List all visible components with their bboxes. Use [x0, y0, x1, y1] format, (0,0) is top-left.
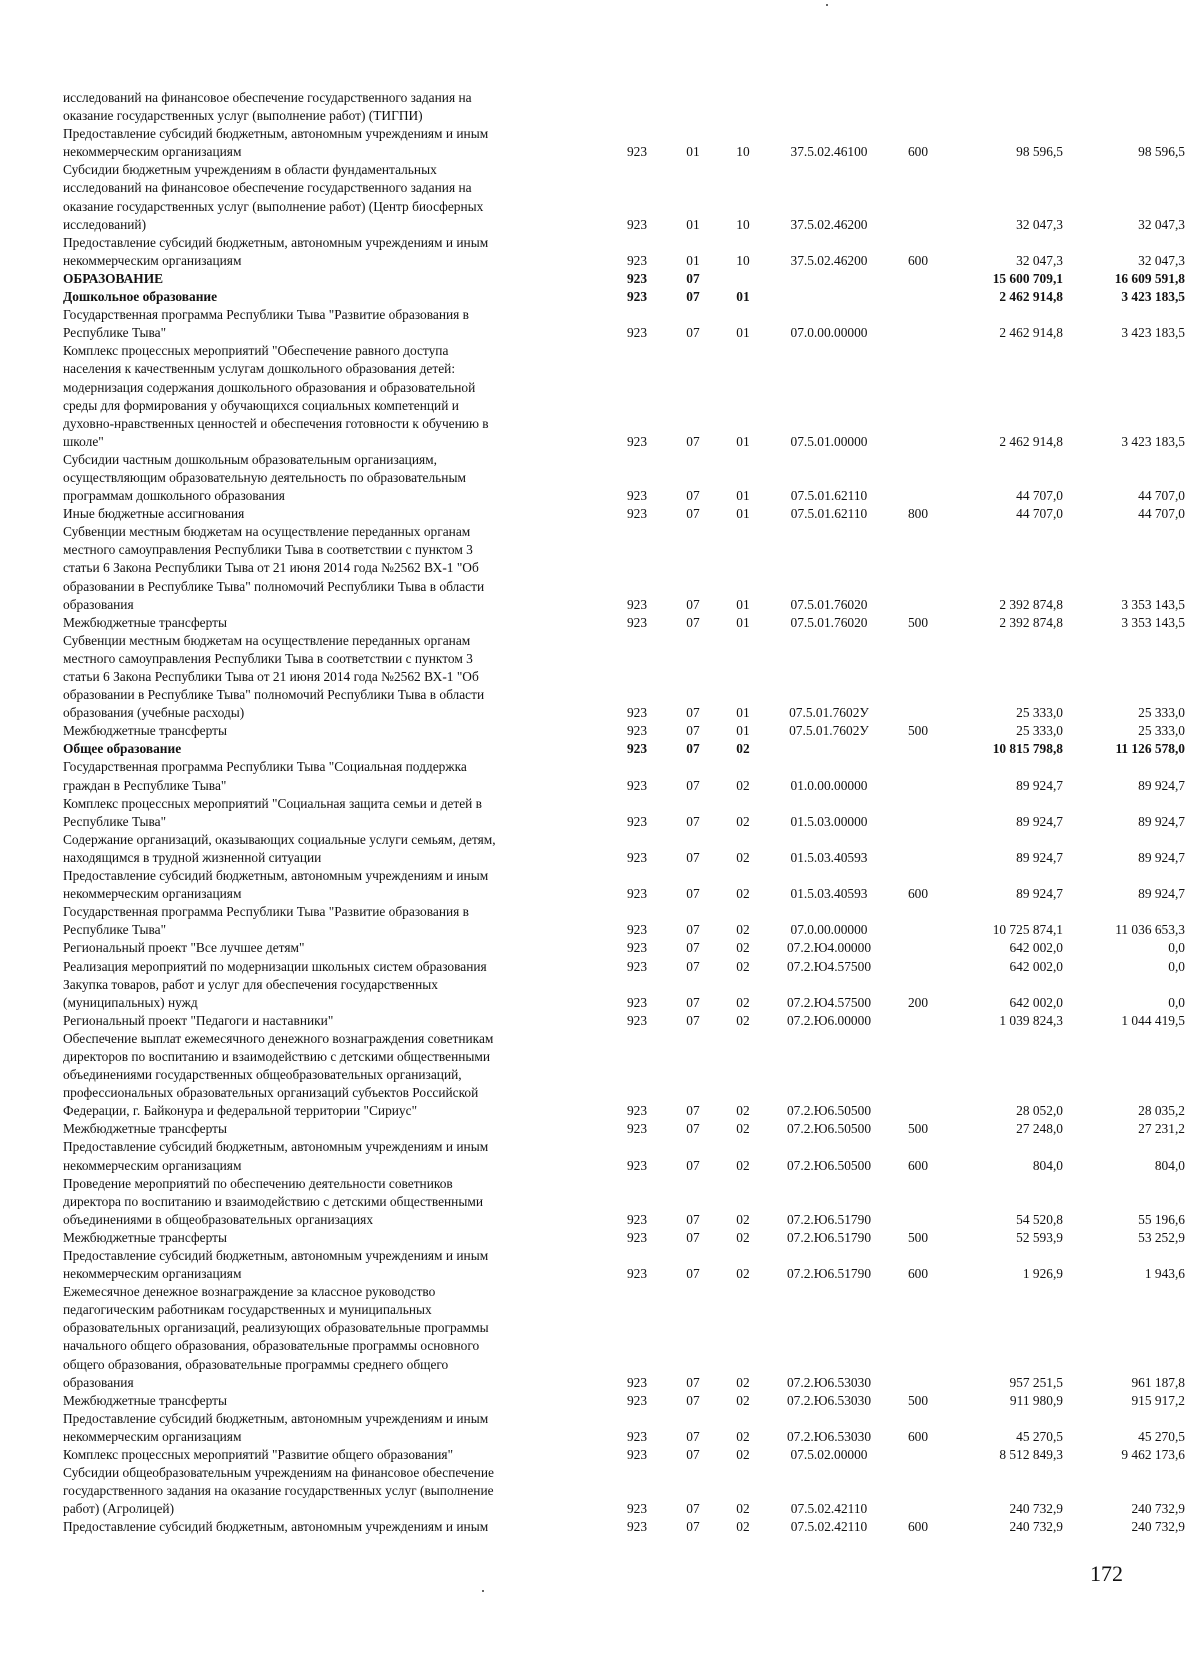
- cell-vr: 600: [907, 252, 929, 268]
- cell-vr: 500: [907, 1229, 929, 1245]
- cell-y2: 27 231,2: [1138, 1121, 1185, 1137]
- cell-csr: 37.5.02.46100: [790, 144, 868, 160]
- row-description: Субвенции местным бюджетам на осуществление переданных органам местного самоуправления Республики Тыва в соответствии с пунктом 3 статьи 6 Закона Республики Тыва от 21 июня 2014 года №2562 ВХ-1 "Об образовании в Республике Тыва" полномочий Республики Тыва в области образования (учебные расходы): [63, 632, 485, 721]
- table-row: [63, 1518, 1185, 1536]
- cell-y2: 16 609 591,8: [1114, 270, 1185, 286]
- table-row: [63, 125, 1185, 161]
- cell-pr: 02: [736, 1374, 750, 1390]
- cell-y1: 52 593,9: [1016, 1229, 1063, 1245]
- cell-y1: 2 392 874,8: [999, 614, 1063, 630]
- cell-y2: 89 924,7: [1138, 849, 1185, 865]
- cell-y1: 45 270,5: [1016, 1428, 1063, 1444]
- table-row: [63, 1175, 1185, 1229]
- cell-ved: 923: [626, 1012, 648, 1028]
- cell-ved: 923: [626, 1428, 648, 1444]
- cell-y1: 98 596,5: [1016, 144, 1063, 160]
- cell-pr: 10: [736, 144, 750, 160]
- cell-y1: 2 462 914,8: [999, 325, 1063, 341]
- cell-y1: 2 392 874,8: [999, 596, 1063, 612]
- row-description: Обеспечение выплат ежемесячного денежного вознаграждения советникам директоров по воспитанию и взаимодействию с детскими общественными объединениями государственных общеобразовательных организаций, профессиональных образовательных организаций субъектов Российской Федерации, г. Байконура и федеральной территории "Сириус": [63, 1030, 494, 1119]
- table-row: [63, 903, 1185, 939]
- table-row: [63, 1283, 1185, 1392]
- cell-csr: 37.5.02.46200: [790, 252, 868, 268]
- row-description: Предоставление субсидий бюджетным, автономным учреждениям и иным некоммерческим организациям: [63, 1139, 489, 1173]
- cell-ved: 923: [626, 723, 648, 739]
- cell-rz: 07: [686, 1519, 700, 1535]
- cell-ved: 923: [626, 705, 648, 721]
- cell-vr: 800: [907, 506, 929, 522]
- cell-y1: 44 707,0: [1016, 506, 1063, 522]
- cell-y2: 89 924,7: [1138, 813, 1185, 829]
- cell-y2: 915 917,2: [1131, 1392, 1185, 1408]
- cell-csr: 07.2.Ю6.51790: [786, 1211, 872, 1227]
- cell-y1: 642 002,0: [1009, 940, 1063, 956]
- cell-rz: 07: [686, 1501, 700, 1517]
- cell-y2: 25 333,0: [1138, 705, 1185, 721]
- cell-ved: 923: [626, 1229, 648, 1245]
- cell-y2: 0,0: [1168, 958, 1185, 974]
- cell-y1: 28 052,0: [1016, 1103, 1063, 1119]
- cell-rz: 07: [686, 289, 700, 305]
- row-description: Иные бюджетные ассигнования: [63, 506, 245, 522]
- cell-pr: 01: [736, 596, 750, 612]
- cell-y1: 15 600 709,1: [992, 270, 1063, 286]
- cell-pr: 02: [736, 777, 750, 793]
- cell-pr: 01: [736, 488, 750, 504]
- cell-y1: 1 039 824,3: [999, 1012, 1063, 1028]
- cell-ved: 923: [626, 958, 648, 974]
- cell-y1: 10 725 874,1: [992, 922, 1063, 938]
- cell-ved: 923: [626, 940, 648, 956]
- cell-y2: 44 707,0: [1138, 506, 1185, 522]
- cell-pr: 01: [736, 506, 750, 522]
- cell-csr: 07.5.01.62110: [790, 506, 868, 522]
- row-description: Государственная программа Республики Тыва "Развитие образования в Республике Тыва": [63, 904, 469, 938]
- cell-vr: 500: [907, 614, 929, 630]
- cell-rz: 07: [686, 922, 700, 938]
- cell-y1: 32 047,3: [1016, 216, 1063, 232]
- cell-rz: 07: [686, 1211, 700, 1227]
- cell-rz: 07: [686, 849, 700, 865]
- cell-rz: 07: [686, 614, 700, 630]
- cell-vr: 600: [907, 1519, 929, 1535]
- cell-y2: 3 423 183,5: [1121, 325, 1185, 341]
- cell-csr: 07.2.Ю6.50500: [786, 1121, 872, 1137]
- row-description: Комплекс процессных мероприятий "Обеспечение равного доступа населения к качественным услугам дошкольного образования детей: модернизация содержания дошкольного образования и образовательной среды для формирования у обучающихся социальных компетенций и духовно-нравственных ценностей и обеспечения готовности к обучению в школе": [63, 343, 489, 449]
- cell-pr: 02: [736, 813, 750, 829]
- cell-csr: 07.2.Ю6.53030: [786, 1392, 872, 1408]
- cell-y1: 89 924,7: [1016, 813, 1063, 829]
- row-description: Ежемесячное денежное вознаграждение за классное руководство педагогическим работникам государственных и муниципальных образовательных организаций, реализующих образовательные программы начального общего образования, образовательные программы основного общего образования, образовательные программы среднего общего образования: [63, 1284, 489, 1390]
- cell-y1: 642 002,0: [1009, 994, 1063, 1010]
- cell-rz: 07: [686, 433, 700, 449]
- cell-vr: 600: [907, 1157, 929, 1173]
- scan-speck: [826, 4, 828, 6]
- cell-ved: 923: [626, 849, 648, 865]
- cell-pr: 02: [736, 1428, 750, 1444]
- cell-y2: 3 423 183,5: [1121, 289, 1185, 305]
- table-row: [63, 632, 1185, 722]
- cell-csr: 07.5.01.76020: [790, 596, 868, 612]
- row-description: Региональный проект "Педагоги и наставники": [63, 1012, 334, 1028]
- cell-ved: 923: [626, 325, 648, 341]
- row-description: Комплекс процессных мероприятий "Развитие общего образования": [63, 1447, 454, 1463]
- cell-rz: 07: [686, 1229, 700, 1245]
- cell-ved: 923: [626, 433, 648, 449]
- cell-rz: 07: [686, 1428, 700, 1444]
- row-description: Предоставление субсидий бюджетным, автономным учреждениям и иным некоммерческим организациям: [63, 1248, 489, 1282]
- cell-y1: 10 815 798,8: [992, 741, 1063, 757]
- cell-rz: 07: [686, 886, 700, 902]
- cell-y2: 28 035,2: [1138, 1103, 1185, 1119]
- row-description: Межбюджетные трансферты: [63, 614, 227, 630]
- cell-ved: 923: [626, 216, 648, 232]
- row-description: Общее образование: [63, 741, 182, 757]
- cell-y1: 1 926,9: [1022, 1266, 1063, 1282]
- page-number: 172: [1090, 1561, 1123, 1586]
- row-description: Межбюджетные трансферты: [63, 1392, 227, 1408]
- cell-vr: 600: [907, 144, 929, 160]
- cell-pr: 01: [736, 705, 750, 721]
- row-description: Субвенции местным бюджетам на осуществление переданных органам местного самоуправления Республики Тыва в соответствии с пунктом 3 статьи 6 Закона Республики Тыва от 21 июня 2014 года №2562 ВХ-1 "Об образовании в Республике Тыва" полномочий Республики Тыва в области образования: [63, 524, 485, 612]
- row-description: Межбюджетные трансферты: [63, 1121, 227, 1137]
- row-description: ОБРАЗОВАНИЕ: [63, 270, 164, 286]
- cell-y1: 2 462 914,8: [999, 289, 1063, 305]
- table-row: [63, 722, 1185, 740]
- cell-rz: 01: [686, 144, 700, 160]
- row-description: Региональный проект "Все лучшее детям": [63, 940, 305, 956]
- cell-y2: 53 252,9: [1138, 1229, 1185, 1245]
- cell-y2: 11 036 653,3: [1115, 922, 1185, 938]
- cell-pr: 01: [736, 289, 750, 305]
- cell-ved: 923: [626, 1103, 648, 1119]
- cell-pr: 02: [736, 994, 750, 1010]
- cell-csr: 07.5.01.76020: [790, 614, 868, 630]
- cell-rz: 07: [686, 1374, 700, 1390]
- cell-rz: 07: [686, 596, 700, 612]
- cell-rz: 07: [686, 488, 700, 504]
- row-description: исследований на финансовое обеспечение государственного задания на оказание государственных услуг (выполнение работ) (ТИГПИ): [63, 90, 472, 124]
- cell-ved: 923: [626, 144, 648, 160]
- cell-pr: 01: [736, 433, 750, 449]
- cell-csr: 01.5.03.40593: [790, 886, 868, 902]
- table-row: [63, 795, 1185, 831]
- table-row: [63, 342, 1185, 451]
- table-row: [63, 1247, 1185, 1283]
- cell-pr: 02: [736, 1103, 750, 1119]
- cell-ved: 923: [626, 1374, 648, 1390]
- cell-csr: 07.2.Ю4.57500: [786, 958, 872, 974]
- cell-y2: 25 333,0: [1138, 723, 1185, 739]
- cell-rz: 07: [686, 506, 700, 522]
- cell-ved: 923: [626, 506, 648, 522]
- cell-y1: 44 707,0: [1016, 488, 1063, 504]
- table-row: [63, 1120, 1185, 1138]
- cell-y1: 25 333,0: [1016, 705, 1063, 721]
- cell-ved: 923: [626, 994, 648, 1010]
- table-row: [63, 976, 1185, 1012]
- cell-y2: 0,0: [1168, 940, 1185, 956]
- row-description: Реализация мероприятий по модернизации школьных систем образования: [63, 958, 487, 974]
- cell-csr: 07.5.02.42110: [790, 1519, 868, 1535]
- cell-csr: 07.5.01.62110: [790, 488, 868, 504]
- cell-pr: 02: [736, 958, 750, 974]
- cell-rz: 07: [686, 723, 700, 739]
- cell-y1: 642 002,0: [1009, 958, 1063, 974]
- cell-csr: 37.5.02.46200: [790, 216, 868, 232]
- table-row: [63, 161, 1185, 233]
- cell-vr: 500: [907, 1392, 929, 1408]
- row-description: Субсидии бюджетным учреждениям в области фундаментальных исследований на финансовое обеспечение государственного задания на оказание государственных услуг (выполнение работ) (Центр биосферных исследований): [63, 162, 484, 232]
- cell-rz: 07: [686, 1012, 700, 1028]
- cell-rz: 07: [686, 741, 700, 757]
- cell-rz: 01: [686, 216, 700, 232]
- cell-y2: 44 707,0: [1138, 488, 1185, 504]
- cell-pr: 02: [736, 922, 750, 938]
- cell-y1: 804,0: [1032, 1157, 1063, 1173]
- table-row: [63, 1012, 1185, 1030]
- row-description: Межбюджетные трансферты: [63, 723, 227, 739]
- cell-y2: 3 423 183,5: [1121, 433, 1185, 449]
- cell-pr: 02: [736, 1121, 750, 1137]
- row-description: Субсидии общеобразовательным учреждениям на финансовое обеспечение государственного задания на оказание государственных услуг (выполнение работ) (Агролицей): [63, 1465, 494, 1517]
- cell-ved: 923: [626, 1211, 648, 1227]
- cell-pr: 02: [736, 1211, 750, 1227]
- cell-ved: 923: [626, 1501, 648, 1517]
- cell-y2: 55 196,6: [1138, 1211, 1185, 1227]
- cell-y1: 8 512 849,3: [999, 1447, 1063, 1463]
- cell-y2: 89 924,7: [1138, 777, 1185, 793]
- cell-csr: 07.2.Ю6.51790: [786, 1266, 872, 1282]
- cell-y1: 240 732,9: [1009, 1501, 1063, 1517]
- cell-vr: 500: [907, 1121, 929, 1137]
- cell-ved: 923: [626, 1447, 648, 1463]
- cell-csr: 07.2.Ю6.53030: [786, 1374, 872, 1390]
- cell-y1: 89 924,7: [1016, 886, 1063, 902]
- cell-rz: 07: [686, 1103, 700, 1119]
- cell-vr: 200: [907, 994, 929, 1010]
- cell-vr: 600: [907, 1266, 929, 1282]
- table-row: [63, 758, 1185, 794]
- cell-csr: 07.5.02.00000: [790, 1447, 868, 1463]
- cell-y2: 98 596,5: [1138, 144, 1185, 160]
- cell-rz: 07: [686, 777, 700, 793]
- cell-ved: 923: [626, 1392, 648, 1408]
- row-description: Закупка товаров, работ и услуг для обеспечения государственных (муниципальных) нужд: [63, 976, 438, 1010]
- row-description: Государственная программа Республики Тыва "Социальная поддержка граждан в Республике Тыва": [63, 759, 467, 793]
- cell-csr: 07.2.Ю6.53030: [786, 1428, 872, 1444]
- table-row: [63, 523, 1185, 613]
- row-description: Дошкольное образование: [63, 289, 218, 305]
- cell-rz: 07: [686, 994, 700, 1010]
- cell-csr: 07.0.00.00000: [790, 922, 868, 938]
- scan-speck: [482, 1590, 484, 1592]
- cell-pr: 02: [736, 1447, 750, 1463]
- cell-y2: 89 924,7: [1138, 886, 1185, 902]
- cell-ved: 923: [626, 270, 648, 286]
- table-row: [63, 831, 1185, 867]
- cell-ved: 923: [626, 777, 648, 793]
- cell-y2: 1 044 419,5: [1121, 1012, 1185, 1028]
- cell-vr: 600: [907, 1428, 929, 1444]
- table-row: [63, 288, 1185, 306]
- cell-csr: 07.5.02.42110: [790, 1501, 868, 1517]
- budget-table: [63, 89, 1185, 1537]
- cell-rz: 07: [686, 270, 700, 286]
- table-row: [63, 451, 1185, 505]
- row-description: Предоставление субсидий бюджетным, автономным учреждениям и иным некоммерческим организациям: [63, 126, 489, 160]
- table-row: [63, 1410, 1185, 1446]
- row-description: Предоставление субсидий бюджетным, автономным учреждениям и иным: [63, 1519, 489, 1535]
- cell-rz: 01: [686, 252, 700, 268]
- row-description: Комплекс процессных мероприятий "Социальная защита семьи и детей в Республике Тыва": [63, 795, 483, 829]
- cell-rz: 07: [686, 1392, 700, 1408]
- cell-ved: 923: [626, 289, 648, 305]
- cell-pr: 02: [736, 1266, 750, 1282]
- cell-y1: 25 333,0: [1016, 723, 1063, 739]
- table-row: [63, 614, 1185, 632]
- cell-csr: 01.0.00.00000: [790, 777, 868, 793]
- cell-csr: 07.5.01.7602У: [789, 705, 869, 721]
- row-description: Государственная программа Республики Тыва "Развитие образования в Республике Тыва": [63, 307, 469, 341]
- cell-csr: 01.5.03.00000: [790, 813, 868, 829]
- row-description: Содержание организаций, оказывающих социальные услуги семьям, детям, находящимся в трудной жизненной ситуации: [63, 831, 496, 865]
- table-row: [63, 1446, 1185, 1464]
- cell-ved: 923: [626, 596, 648, 612]
- row-description: Проведение мероприятий по обеспечению деятельности советников директора по воспитанию и взаимодействию с детскими общественными объединениями в общеобразовательных организациях: [63, 1175, 483, 1227]
- cell-csr: 07.2.Ю4.00000: [786, 940, 872, 956]
- cell-ved: 923: [626, 1121, 648, 1137]
- cell-y2: 3 353 143,5: [1121, 614, 1185, 630]
- cell-vr: 500: [907, 723, 929, 739]
- cell-y2: 3 353 143,5: [1121, 596, 1185, 612]
- cell-rz: 07: [686, 1447, 700, 1463]
- table-row: [63, 505, 1185, 523]
- cell-vr: 600: [907, 886, 929, 902]
- cell-y2: 9 462 173,6: [1121, 1447, 1185, 1463]
- cell-ved: 923: [626, 1266, 648, 1282]
- table-row: [63, 939, 1185, 957]
- cell-csr: 07.2.Ю6.50500: [786, 1103, 872, 1119]
- cell-csr: 01.5.03.40593: [790, 849, 868, 865]
- row-description: Предоставление субсидий бюджетным, автономным учреждениям и иным некоммерческим организациям: [63, 868, 489, 902]
- cell-rz: 07: [686, 325, 700, 341]
- cell-csr: 07.2.Ю6.51790: [786, 1229, 872, 1245]
- cell-csr: 07.2.Ю6.00000: [786, 1012, 872, 1028]
- table-row: [63, 1392, 1185, 1410]
- table-row: [63, 867, 1185, 903]
- cell-pr: 02: [736, 1392, 750, 1408]
- cell-csr: 07.5.01.7602У: [789, 723, 869, 739]
- cell-pr: 02: [736, 886, 750, 902]
- cell-pr: 10: [736, 216, 750, 232]
- cell-pr: 02: [736, 940, 750, 956]
- cell-ved: 923: [626, 813, 648, 829]
- row-description: Предоставление субсидий бюджетным, автономным учреждениям и иным некоммерческим организациям: [63, 1410, 489, 1444]
- cell-ved: 923: [626, 488, 648, 504]
- cell-pr: 02: [736, 1229, 750, 1245]
- cell-y1: 54 520,8: [1016, 1211, 1063, 1227]
- cell-y1: 240 732,9: [1009, 1519, 1063, 1535]
- cell-ved: 923: [626, 922, 648, 938]
- table-row: [63, 1229, 1185, 1247]
- cell-y2: 804,0: [1154, 1157, 1185, 1173]
- cell-rz: 07: [686, 1121, 700, 1137]
- cell-rz: 07: [686, 958, 700, 974]
- cell-y1: 911 980,9: [1009, 1392, 1063, 1408]
- cell-pr: 02: [736, 1012, 750, 1028]
- table-row: [63, 1030, 1185, 1120]
- cell-csr: 07.2.Ю6.50500: [786, 1157, 872, 1173]
- cell-ved: 923: [626, 1519, 648, 1535]
- cell-pr: 01: [736, 723, 750, 739]
- cell-csr: 07.0.00.00000: [790, 325, 868, 341]
- cell-y2: 11 126 578,0: [1115, 741, 1185, 757]
- cell-y1: 27 248,0: [1016, 1121, 1063, 1137]
- table-row: [63, 740, 1185, 758]
- cell-rz: 07: [686, 940, 700, 956]
- cell-pr: 02: [736, 741, 750, 757]
- cell-y2: 0,0: [1168, 994, 1185, 1010]
- cell-y1: 2 462 914,8: [999, 433, 1063, 449]
- table-row: [63, 306, 1185, 342]
- cell-pr: 10: [736, 252, 750, 268]
- table-row: [63, 270, 1185, 288]
- table-row: [63, 1464, 1185, 1518]
- cell-rz: 07: [686, 1266, 700, 1282]
- cell-y2: 961 187,8: [1131, 1374, 1185, 1390]
- cell-y1: 89 924,7: [1016, 849, 1063, 865]
- cell-y2: 240 732,9: [1131, 1519, 1185, 1535]
- row-description: Межбюджетные трансферты: [63, 1229, 227, 1245]
- row-description: Субсидии частным дошкольным образовательным организациям, осуществляющим образовательную деятельность по образовательным программам дошкольного образования: [63, 451, 466, 504]
- cell-y2: 240 732,9: [1131, 1501, 1185, 1517]
- cell-y2: 32 047,3: [1138, 252, 1185, 268]
- cell-y1: 89 924,7: [1016, 777, 1063, 793]
- cell-y1: 957 251,5: [1009, 1374, 1063, 1390]
- cell-csr: 07.5.01.00000: [790, 433, 868, 449]
- cell-rz: 07: [686, 705, 700, 721]
- cell-ved: 923: [626, 1157, 648, 1173]
- table-row: [63, 234, 1185, 270]
- table-row: [63, 89, 1173, 125]
- table-row: [63, 1138, 1185, 1174]
- cell-pr: 01: [736, 325, 750, 341]
- cell-ved: 923: [626, 741, 648, 757]
- cell-csr: 07.2.Ю4.57500: [786, 994, 872, 1010]
- cell-y2: 45 270,5: [1138, 1428, 1185, 1444]
- cell-ved: 923: [626, 252, 648, 268]
- cell-ved: 923: [626, 886, 648, 902]
- cell-pr: 02: [736, 1519, 750, 1535]
- table-row: [63, 958, 1185, 976]
- cell-pr: 02: [736, 1157, 750, 1173]
- cell-pr: 01: [736, 614, 750, 630]
- cell-ved: 923: [626, 614, 648, 630]
- cell-pr: 02: [736, 849, 750, 865]
- cell-y1: 32 047,3: [1016, 252, 1063, 268]
- cell-y2: 1 943,6: [1144, 1266, 1185, 1282]
- cell-y2: 32 047,3: [1138, 216, 1185, 232]
- row-description: Предоставление субсидий бюджетным, автономным учреждениям и иным некоммерческим организациям: [63, 234, 489, 268]
- cell-rz: 07: [686, 1157, 700, 1173]
- cell-rz: 07: [686, 813, 700, 829]
- cell-pr: 02: [736, 1501, 750, 1517]
